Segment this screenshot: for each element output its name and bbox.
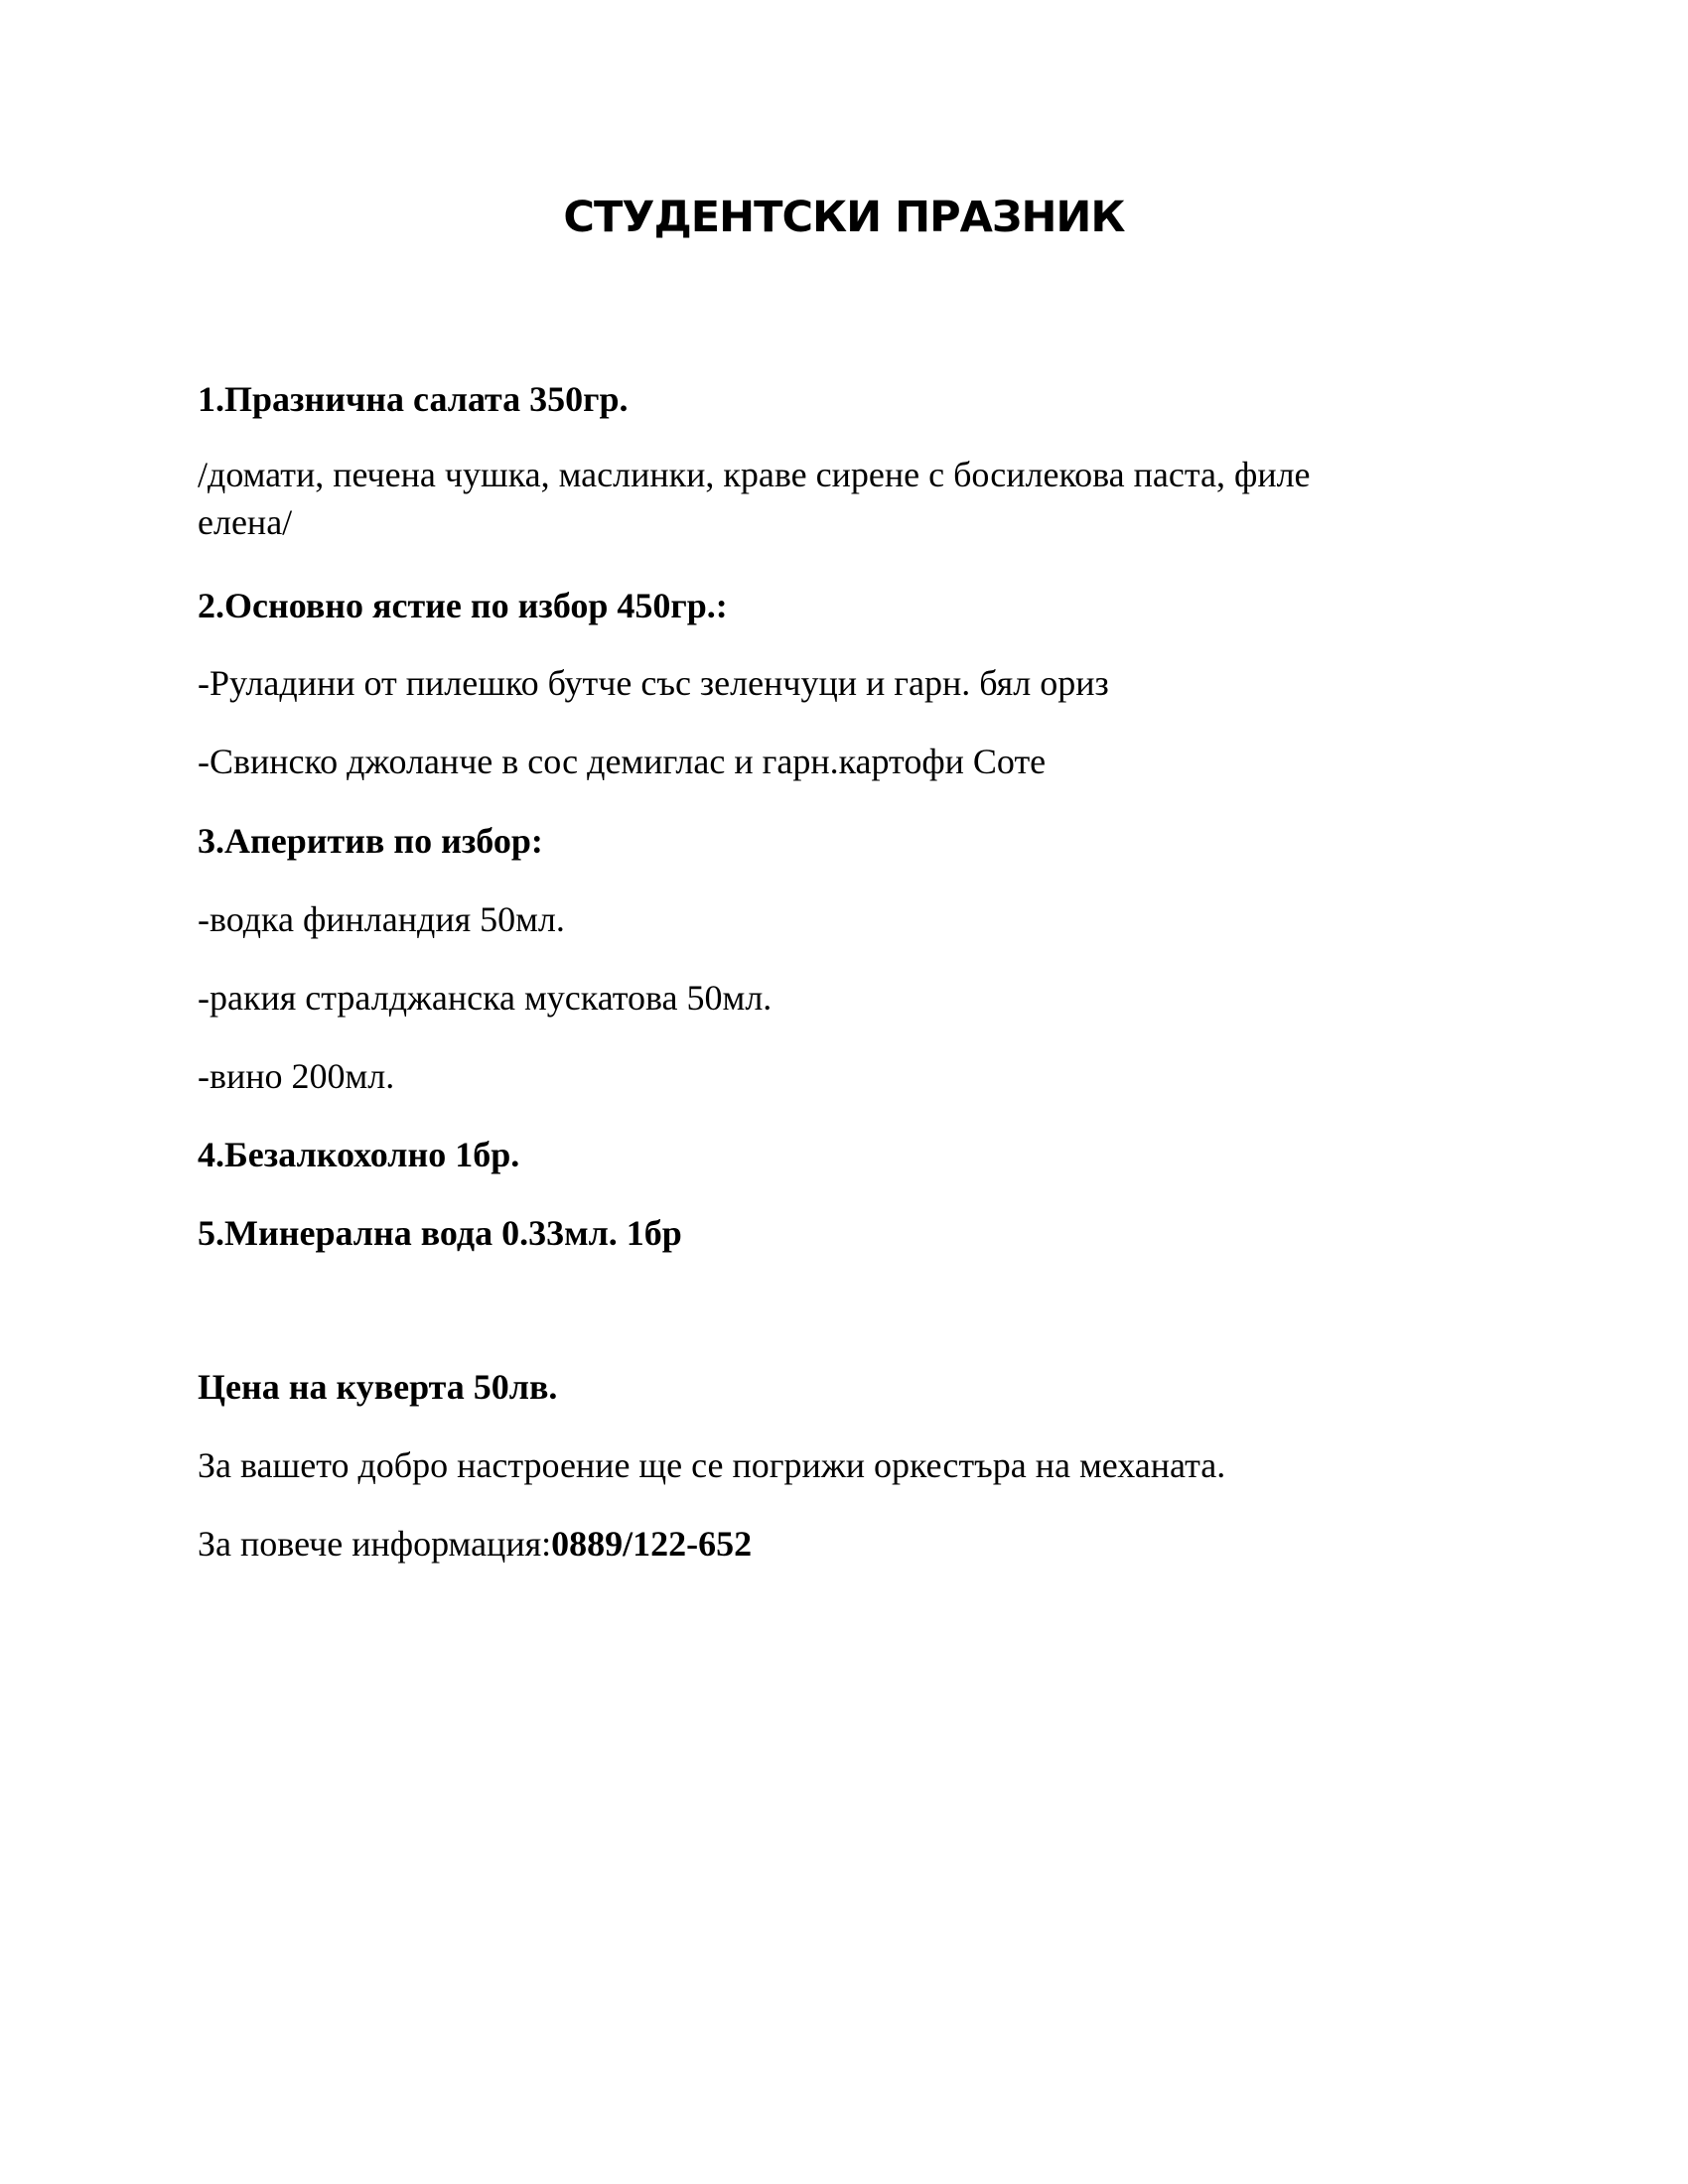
- page-title: СТУДЕНТСКИ ПРАЗНИК: [563, 193, 1125, 242]
- menu-item-1-description-line-2: елена/: [198, 502, 293, 542]
- entertainment-note: За вашето добро настроение ще се погрижи оркестъра на механата.: [198, 1445, 1226, 1485]
- menu-item-2-option-2: -Свинско джоланче в сос демиглас и гарн.картофи Соте: [198, 742, 1047, 781]
- menu-item-1-description-line-1: /домати, печена чушка, маслинки, краве сирене с босилекова паста, филе: [198, 455, 1311, 494]
- price-per-cover: Цена на куверта 50лв.: [198, 1367, 558, 1407]
- menu-item-3-option-2: -ракия стралджанска мускатова 50мл.: [198, 978, 773, 1018]
- menu-item-3-option-1: -водка финландия 50мл.: [198, 899, 565, 939]
- contact-line: [198, 1526, 752, 1562]
- contact-phone: 0889/122-652: [551, 1524, 753, 1564]
- contact-label: За повече информация:: [198, 1524, 552, 1564]
- menu-item-3-heading: 3.Аперитив по избор:: [198, 821, 543, 861]
- menu-item-3-option-3: -вино 200мл.: [198, 1056, 395, 1096]
- menu-item-2-heading: 2.Основно ястие по избор 450гр.:: [198, 586, 728, 625]
- menu-item-2-option-1: -Руладини от пилешко бутче със зеленчуци и гарн. бял ориз: [198, 663, 1109, 703]
- menu-item-5-heading: 5.Минерална вода 0.33мл. 1бр: [198, 1213, 682, 1253]
- menu-item-1-heading: 1.Празнична салата 350гр.: [198, 379, 629, 419]
- menu-item-4-heading: 4.Безалкохолно 1бр.: [198, 1135, 520, 1174]
